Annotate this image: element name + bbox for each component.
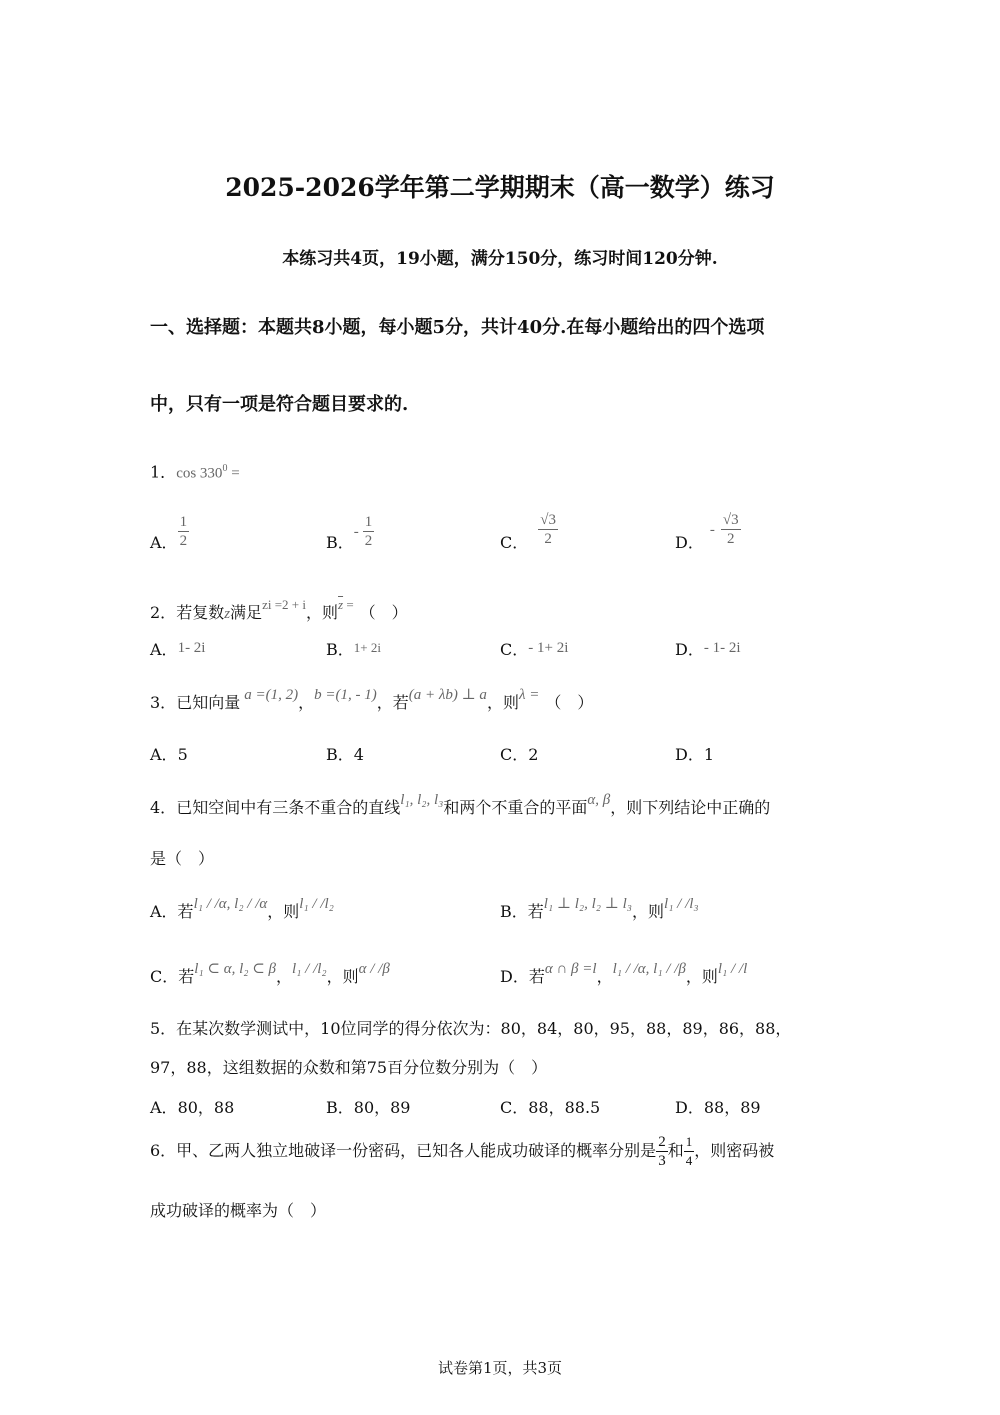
q5-option-d — [675, 1097, 761, 1119]
q3-option-b — [326, 744, 364, 766]
vector-b: b =(1, - 1) — [314, 687, 377, 703]
equals-sign: = — [227, 465, 240, 482]
option-label: B． — [326, 640, 354, 659]
option-label: B． — [326, 533, 354, 552]
fraction — [721, 511, 741, 548]
math-conclusion: l₁ / /l — [717, 961, 748, 977]
q4-option-d — [500, 961, 748, 989]
q1-option-c — [500, 511, 558, 552]
question-4-line2: 是（ ） — [150, 849, 215, 868]
option-text: ，则 — [632, 902, 665, 921]
question-text: 已知向量 — [176, 693, 241, 712]
section-heading-line1: 一、选择题：本题共8小题，每小题5分，共计40分.在每小题给出的四个选项 — [150, 317, 765, 338]
denominator: 3 — [658, 1153, 666, 1169]
fraction — [656, 1133, 668, 1170]
q2-option-d — [675, 639, 741, 662]
math-condition: l₁ / /l₂ — [292, 961, 327, 977]
question-text: 6．甲、乙两人独立地破译一份密码，已知各人能成功破译的概率分别是 — [150, 1141, 657, 1160]
numerator: 1 — [364, 514, 373, 530]
degree-superscript: 0 — [222, 463, 228, 474]
denominator: 4 — [685, 1153, 693, 1168]
q4-option-c — [150, 961, 390, 989]
option-label: B． — [326, 1098, 354, 1117]
question-6 — [150, 1133, 774, 1170]
option-text: ，则 — [267, 902, 300, 921]
fraction — [684, 1133, 695, 1170]
option-value: 88，89 — [703, 1098, 761, 1117]
math-condition: l₁ ⊥ l₂, l₂ ⊥ l₃ — [543, 896, 633, 912]
option-value: 4 — [353, 745, 364, 764]
question-1 — [150, 458, 240, 484]
q1-option-b — [326, 513, 374, 550]
option-label: A． — [150, 640, 178, 659]
math-condition: l₁ / /α, l₁ / /β — [612, 961, 686, 977]
page-footer: 试卷第1页，共3页 — [437, 1359, 563, 1377]
question-5-line1: 5．在某次数学测试中，10位同学的得分依次为：80，84，80，95，88，89，86，88， — [150, 1019, 792, 1038]
option-label: C． — [500, 640, 529, 659]
question-text: ，则下列结论中正确的 — [610, 798, 771, 817]
option-value: - 1+ 2i — [528, 640, 569, 656]
q2-option-a — [150, 639, 205, 662]
numerator: 2 — [658, 1134, 666, 1150]
math-lines: l₁, l₂, l₃ — [400, 792, 444, 808]
option-label: A． — [150, 1098, 178, 1117]
separator: ， — [298, 693, 315, 712]
q5-option-a — [150, 1097, 234, 1119]
math-condition: α ∩ β =l — [544, 961, 597, 977]
question-6-line2: 成功破译的概率为（ ） — [150, 1201, 327, 1220]
equals-sign: = — [343, 597, 354, 612]
question-text: 若复数 — [176, 603, 225, 622]
question-text: 和 — [667, 1141, 684, 1160]
question-number: 2． — [150, 603, 177, 622]
option-value: 80，88 — [177, 1098, 235, 1117]
denominator: 2 — [364, 533, 373, 549]
page-title: 2025-2026学年第二学期期末（高一数学）练习 — [225, 173, 775, 202]
option-label: D． — [675, 1098, 704, 1117]
q1-option-d — [675, 511, 741, 552]
option-label: C． — [500, 533, 529, 552]
fraction — [538, 511, 558, 548]
vector-a: a =(1, 2) — [244, 687, 299, 703]
denominator: 2 — [179, 533, 188, 549]
q3-option-d — [675, 744, 714, 766]
numerator: √3 — [540, 512, 556, 528]
q4-option-b — [500, 896, 699, 924]
option-value: 1- 2i — [177, 640, 206, 656]
denominator: 2 — [726, 531, 735, 547]
option-label: D． — [675, 745, 704, 764]
question-text: ，则 — [486, 693, 519, 712]
option-label: A． — [150, 533, 178, 552]
math-condition: (a + λb) ⊥ a — [408, 687, 487, 703]
math-conclusion: l₁ / /l₂ — [299, 896, 334, 912]
math-lambda: λ = — [518, 687, 540, 703]
option-value: 1+ 2i — [353, 640, 381, 655]
option-value: 1 — [703, 745, 715, 764]
option-label: B．若 — [500, 902, 544, 921]
math-conclusion: α / /β — [358, 961, 390, 977]
math-conjugate: z — [338, 597, 344, 612]
separator: ， — [276, 967, 293, 986]
numerator: √3 — [722, 512, 739, 528]
denominator: 2 — [544, 531, 552, 547]
option-value: 5 — [177, 745, 188, 764]
question-number: 4． — [150, 798, 177, 817]
answer-blank: （ ） — [545, 693, 594, 712]
q3-option-a — [150, 744, 188, 766]
option-label: C． — [500, 1098, 529, 1117]
question-text: 和两个不重合的平面 — [443, 798, 588, 817]
math-variable: z — [224, 606, 231, 622]
question-text: 已知空间中有三条不重合的直线 — [176, 798, 401, 817]
option-label: C．若 — [150, 967, 195, 986]
question-5-line2: 97，88，这组数据的众数和第75百分位数分别为（ ） — [150, 1058, 548, 1077]
question-text: ，则 — [305, 603, 338, 622]
option-value: 80，89 — [353, 1098, 411, 1117]
q5-option-c — [500, 1097, 600, 1119]
option-label: A．若 — [150, 902, 194, 921]
minus-sign: - — [353, 524, 359, 540]
separator: ， — [596, 967, 613, 986]
numerator: 1 — [179, 514, 188, 530]
numerator: 1 — [684, 1133, 695, 1152]
q2-option-c — [500, 639, 568, 662]
section-heading-line2: 中，只有一项是符合题目要求的. — [150, 394, 409, 415]
option-value: - 1- 2i — [703, 640, 741, 656]
q1-option-a — [150, 513, 189, 550]
question-number: 1． — [150, 462, 177, 482]
option-value: 88，88.5 — [528, 1098, 601, 1117]
fraction — [363, 513, 375, 550]
option-label: C． — [500, 745, 529, 764]
q3-option-c — [500, 744, 538, 766]
question-text: 满足 — [230, 603, 263, 622]
question-text: ，则密码被 — [694, 1141, 775, 1160]
answer-blank: （ ） — [359, 603, 408, 622]
math-expression: cos 330 — [176, 465, 223, 482]
option-label: D．若 — [500, 967, 545, 986]
option-text: ，则 — [685, 967, 718, 986]
math-conclusion: l₁ / /l₃ — [664, 896, 699, 912]
math-expression: zi =2 + i — [262, 597, 306, 612]
question-text: ，若 — [376, 693, 409, 712]
question-2 — [150, 597, 408, 625]
minus-sign: - — [709, 522, 715, 538]
option-text: ，则 — [326, 967, 359, 986]
question-number: 3． — [150, 693, 177, 712]
math-planes: α, β — [587, 792, 611, 808]
q5-option-b — [326, 1097, 411, 1119]
option-label: D． — [675, 640, 704, 659]
option-value: 2 — [528, 745, 539, 764]
option-label: D． — [675, 533, 704, 552]
math-condition: l₁ / /α, l₂ / /α — [193, 896, 268, 912]
option-label: B． — [326, 745, 354, 764]
math-condition: l₁ ⊂ α, l₂ ⊂ β — [194, 961, 276, 977]
exam-info: 本练习共4页，19小题，满分150分，练习时间120分钟. — [282, 249, 718, 269]
question-3 — [150, 687, 594, 715]
question-4 — [150, 792, 771, 820]
option-label: A． — [150, 745, 178, 764]
q2-option-b — [326, 639, 381, 662]
fraction — [178, 513, 190, 550]
q4-option-a — [150, 896, 334, 924]
